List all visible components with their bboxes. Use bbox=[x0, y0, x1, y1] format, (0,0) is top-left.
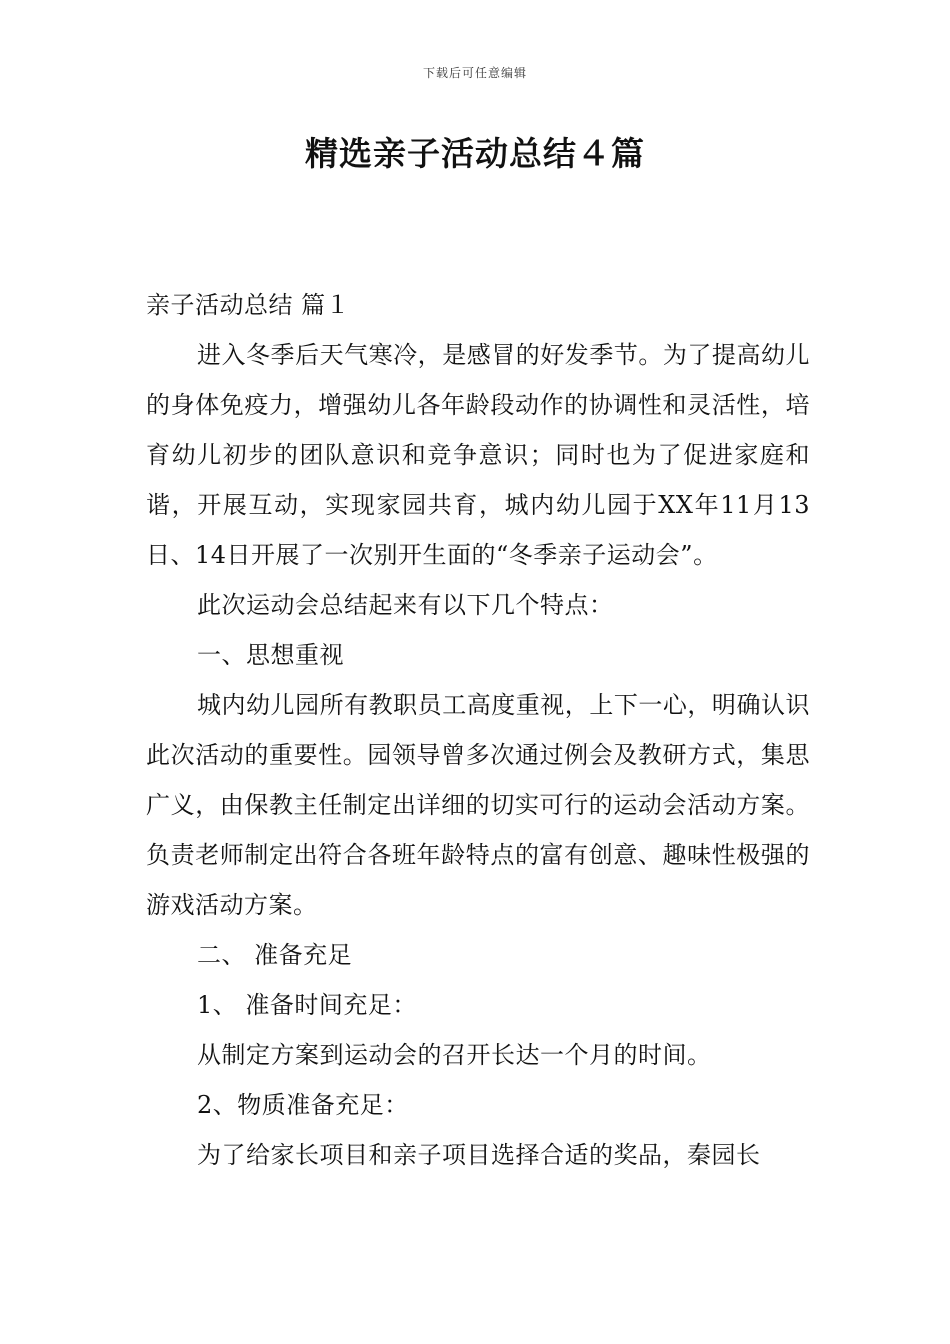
document-title: 精选亲子活动总结４篇 bbox=[305, 134, 645, 173]
subheading-attention: 一、思想重视 bbox=[197, 641, 344, 669]
header-note: 下载后可任意编辑 bbox=[422, 66, 527, 80]
subheading-preparation: 二、 准备充足 bbox=[197, 941, 353, 969]
paragraph-features-lead: 此次运动会总结起来有以下几个特点： bbox=[197, 591, 614, 619]
paragraph-materials: 为了给家长项目和亲子项目选择合适的奖品，秦园长 bbox=[197, 1141, 761, 1169]
list-item-time: 1、 准备时间充足： bbox=[197, 991, 417, 1019]
paragraph-intro: 进入冬季后天气寒冷，是感冒的好发季节。为了提高幼儿的身体免疫力，增强幼儿各年龄段动作的协调性和灵活性，培育幼儿初步的团队意识和竞争意识；同时也为了促进家庭和谐，开展互动，实现家园共育，城内幼儿园于XX年11月13日、14日开展了一次别开生面的“冬季亲子运动会”。 bbox=[146, 341, 810, 569]
list-item-materials: 2、物质准备充足： bbox=[197, 1091, 409, 1119]
paragraph-time: 从制定方案到运动会的召开长达一个月的时间。 bbox=[197, 1041, 712, 1069]
document-body bbox=[146, 280, 810, 1180]
paragraph-attention: 城内幼儿园所有教职员工高度重视，上下一心，明确认识此次活动的重要性。园领导曾多次通过例会及教研方式，集思广义，由保教主任制定出详细的切实可行的运动会活动方案。负责老师制定出符合各班年龄特点的富有创意、趣味性极强的游戏活动方案。 bbox=[146, 691, 810, 919]
section-heading: 亲子活动总结 篇１ bbox=[146, 291, 351, 319]
